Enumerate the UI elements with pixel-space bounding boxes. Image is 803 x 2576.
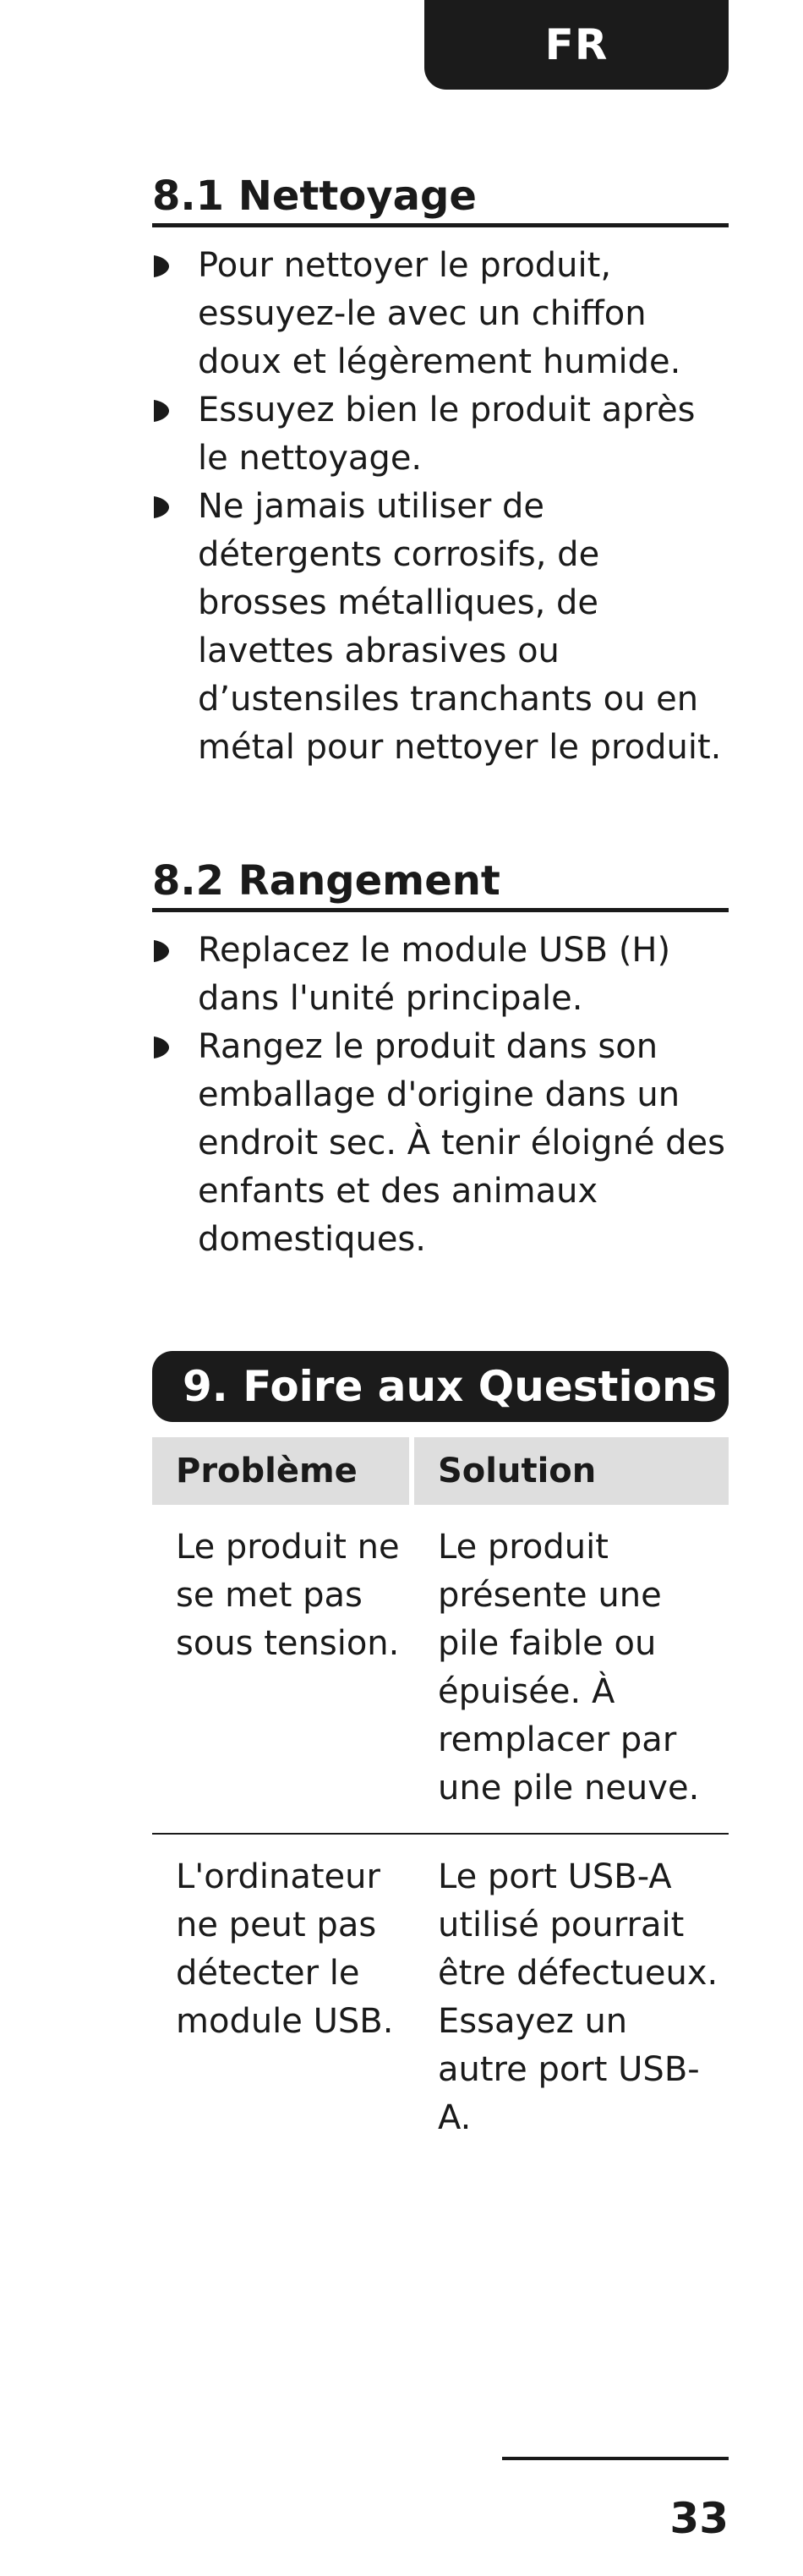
bullet-icon	[152, 398, 171, 424]
table-row	[152, 1505, 729, 1835]
faq-title: 9. Foire aux Questions	[183, 1362, 718, 1411]
faq-heading	[152, 1351, 729, 1422]
list-item	[152, 483, 735, 772]
list-item-text: Rangez le produit dans son emballage d'origine dans un endroit sec. À tenir éloigné des enfants et des animaux domestiques.	[198, 1027, 725, 1259]
solution-cell: Le produit présente une pile faible ou épuisée. À remplacer par une pile neuve.	[414, 1505, 729, 1835]
bullet-icon	[152, 254, 171, 279]
problem-cell: L'ordinateur ne peut pas détecter le module USB.	[176, 1857, 394, 2041]
page-number: 33	[669, 2494, 729, 2543]
language-tab	[424, 0, 729, 90]
header-solution: Solution	[414, 1437, 729, 1505]
storage-list	[152, 927, 735, 1264]
bullet-icon	[152, 495, 171, 520]
bullet-icon	[152, 938, 171, 964]
faq-table	[152, 1437, 729, 2163]
language-label: FR	[544, 20, 609, 69]
list-item-text: Replacez le module USB (H) dans l'unité principale.	[198, 931, 671, 1018]
cleaning-list	[152, 242, 735, 772]
list-item	[152, 386, 735, 483]
list-item	[152, 242, 735, 386]
table-header-row	[152, 1437, 729, 1505]
solution-cell: Le port USB-A utilisé pourrait être défectueux. Essayez un autre port USB-A.	[438, 1857, 718, 2137]
section-title-cleaning: 8.1 Nettoyage	[152, 176, 729, 227]
table-row	[152, 1835, 729, 2163]
list-item	[152, 1023, 735, 1264]
footer-divider	[502, 2457, 729, 2460]
problem-cell: Le produit ne se met pas sous tension.	[152, 1505, 414, 1835]
header-problem: Problème	[152, 1437, 414, 1505]
list-item-text: Essuyez bien le produit après le nettoyage.	[198, 391, 696, 478]
list-item-text: Ne jamais utiliser de détergents corrosifs, de brosses métalliques, de lavettes abrasives ou d’ustensiles tranchants ou en métal pour nettoyer le produit.	[198, 487, 722, 767]
bullet-icon	[152, 1035, 171, 1060]
section-title-storage: 8.2 Rangement	[152, 861, 729, 912]
list-item-text: Pour nettoyer le produit, essuyez-le avec un chiffon doux et légèrement humide.	[198, 246, 681, 381]
list-item	[152, 927, 735, 1023]
